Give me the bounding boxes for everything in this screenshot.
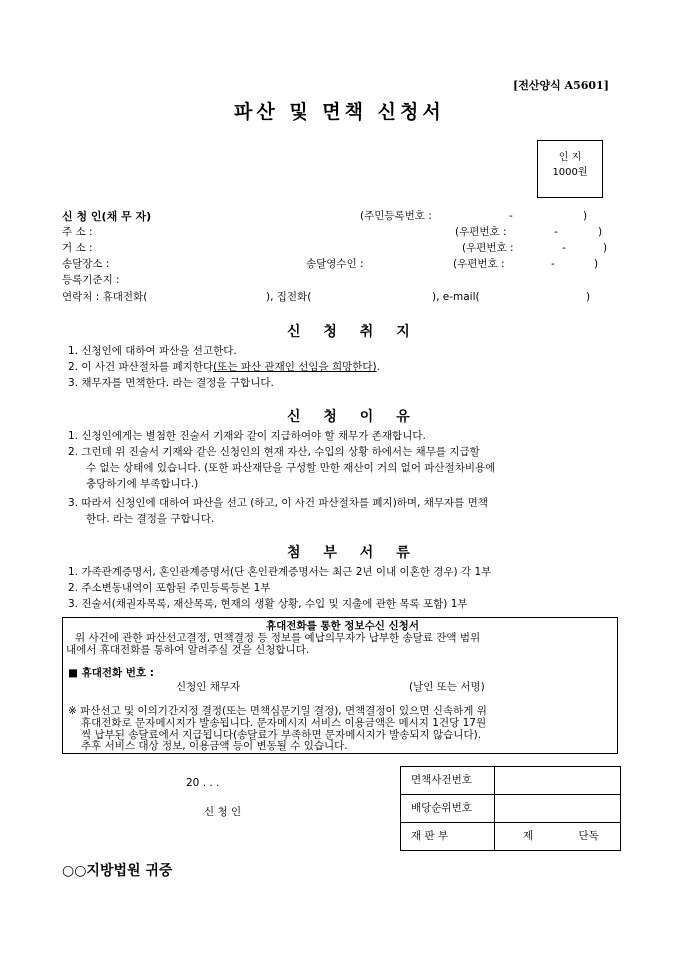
resident-number-dash: -	[509, 210, 513, 222]
footer-applicant: 신 청 인	[204, 806, 242, 818]
discharge-case-number-value	[495, 767, 621, 795]
address-label: 주 소 :	[62, 226, 93, 238]
notice-note-1: ※ 파산선고 및 이의기간지정 결정(또는 면책심문기일 결정), 면책결정이 있으면 신속하게 위	[68, 705, 487, 717]
court-division-value	[495, 823, 621, 851]
notice-note-4: 추후 서비스 대상 정보, 이용금액 등이 변동될 수 있습니다.	[81, 740, 348, 752]
contact-mobile-label: 연락처 : 휴대전화(	[62, 291, 148, 303]
purpose-heading: 신 청 취 지	[287, 324, 419, 340]
attachment-line-3: 3. 진술서(채권자목록, 재산목록, 현재의 생활 상황, 수입 및 지출에 관한 목록 포함) 1부	[68, 598, 468, 610]
contact-email-label: ), e-mail(	[432, 291, 480, 303]
reason-line-3: 수 없는 상태에 있습니다. (또한 파산재단을 구성할 만한 재산이 거의 없어 파산절차비용에	[86, 462, 496, 474]
postal-dash-1: -	[554, 226, 558, 238]
applicant-heading: 신 청 인(채 무 자)	[62, 210, 152, 223]
filing-date: 20 . . .	[186, 777, 220, 789]
postal-close-1: )	[598, 226, 603, 238]
postal-close-3: )	[594, 258, 599, 270]
postal-dash-2: -	[562, 242, 566, 254]
revenue-stamp-box	[537, 140, 603, 198]
reason-line-4: 충당하기에 부족합니다.)	[86, 478, 199, 490]
reason-line-6: 한다. 라는 결정을 구합니다.	[86, 513, 215, 525]
postal-label-3: (우편번호 :	[453, 258, 505, 270]
reason-line-1: 1. 신청인에게는 별첨한 진술서 기재와 같이 지급하여야 할 채무가 존재합니다.	[68, 430, 426, 442]
postal-dash-3: -	[551, 258, 555, 270]
stamp-amount: 1000원	[552, 167, 588, 178]
resident-number-label: (주민등록번호 :	[360, 210, 432, 222]
contact-home-label: ), 집전화(	[266, 291, 312, 303]
purpose-line-2-main: 2. 이 사건 파산절차를 폐지한다	[68, 361, 214, 373]
court-division-je: 제	[523, 829, 534, 842]
court-division-label: 재 판 부	[401, 823, 495, 851]
reason-line-5: 3. 따라서 신청인에 대하여 파산을 선고 (하고, 이 사건 파산절차를 폐지)하며, 채무자를 면책	[68, 497, 488, 509]
notice-text-1: 위 사건에 관한 파산선고결정, 면책결정 등 정보를 예납의무자가 납부한 송달료 잔액 범위	[75, 632, 481, 644]
court-division-dan: 단독	[578, 829, 599, 842]
form-code: [전산양식 A5601]	[513, 79, 609, 92]
page-title: 파산 및 면책 신청서	[234, 101, 445, 123]
sms-notice-box	[62, 617, 618, 754]
purpose-line-1: 1. 신청인에 대하여 파산을 선고한다.	[68, 345, 237, 357]
notice-signer: 신청인 채무자	[176, 681, 241, 693]
attachment-line-1: 1. 가족관계증명서, 혼인관계증명서(단 혼인관계증명서는 최근 2년 이내 이혼한 경우) 각 1부	[68, 566, 492, 578]
table-row	[401, 823, 621, 851]
postal-label-2: (우편번호 :	[462, 242, 514, 254]
purpose-line-2-end: .	[376, 361, 380, 373]
reason-line-2: 2. 그런데 위 진술서 기재와 같은 신청인의 현재 자산, 수입의 상황 하에서는 채무를 지급할	[68, 446, 480, 458]
purpose-line-2	[68, 361, 380, 375]
contact-close: )	[586, 291, 591, 303]
table-row	[401, 767, 621, 795]
distribution-rank-label: 배당순위번호	[401, 795, 495, 823]
postal-label-1: (우편번호 :	[455, 226, 507, 238]
registry-base-label: 등록기준지 :	[62, 274, 120, 286]
notice-note-3: 씩 납부된 송달료에서 지급됩니다(송달료가 부족하면 문자메시지가 발송되지 않습니다).	[81, 729, 482, 741]
notice-seal: (날인 또는 서명)	[409, 681, 485, 693]
purpose-line-2-underlined: (또는 파산 관재인 선임을 희망한다)	[213, 361, 377, 373]
resident-number-close: )	[583, 210, 588, 222]
delivery-place-label: 송달장소 :	[62, 258, 110, 270]
notice-note-2: 휴대전화로 문자메시지가 발송됩니다. 문자메시지 서비스 이용금액은 메시지 1건당 17원	[81, 717, 487, 729]
notice-title: 휴대전화를 통한 정보수신 신청서	[266, 620, 419, 632]
notice-text-2: 내에서 휴대전화를 통하여 알려주실 것을 신청합니다.	[66, 644, 310, 656]
distribution-rank-value	[495, 795, 621, 823]
attachment-line-2: 2. 주소변동내역이 포함된 주민등록등본 1부	[68, 582, 271, 594]
reason-heading: 신 청 이 유	[287, 409, 419, 425]
discharge-case-number-label: 면책사건번호	[401, 767, 495, 795]
court-use-table	[400, 766, 621, 851]
attachments-heading: 첨 부 서 류	[287, 545, 419, 561]
postal-close-2: )	[603, 242, 608, 254]
stamp-label: 인 지	[558, 152, 582, 163]
residence-label: 거 소 :	[62, 242, 93, 254]
table-row	[401, 795, 621, 823]
purpose-line-3: 3. 채무자를 면책한다. 라는 결정을 구합니다.	[68, 377, 274, 389]
phone-number-label: ■ 휴대전화 번호 :	[68, 667, 154, 679]
delivery-recipient-label: 송달영수인 :	[306, 258, 364, 270]
court-addressee: ○○지방법원 귀중	[62, 863, 173, 879]
